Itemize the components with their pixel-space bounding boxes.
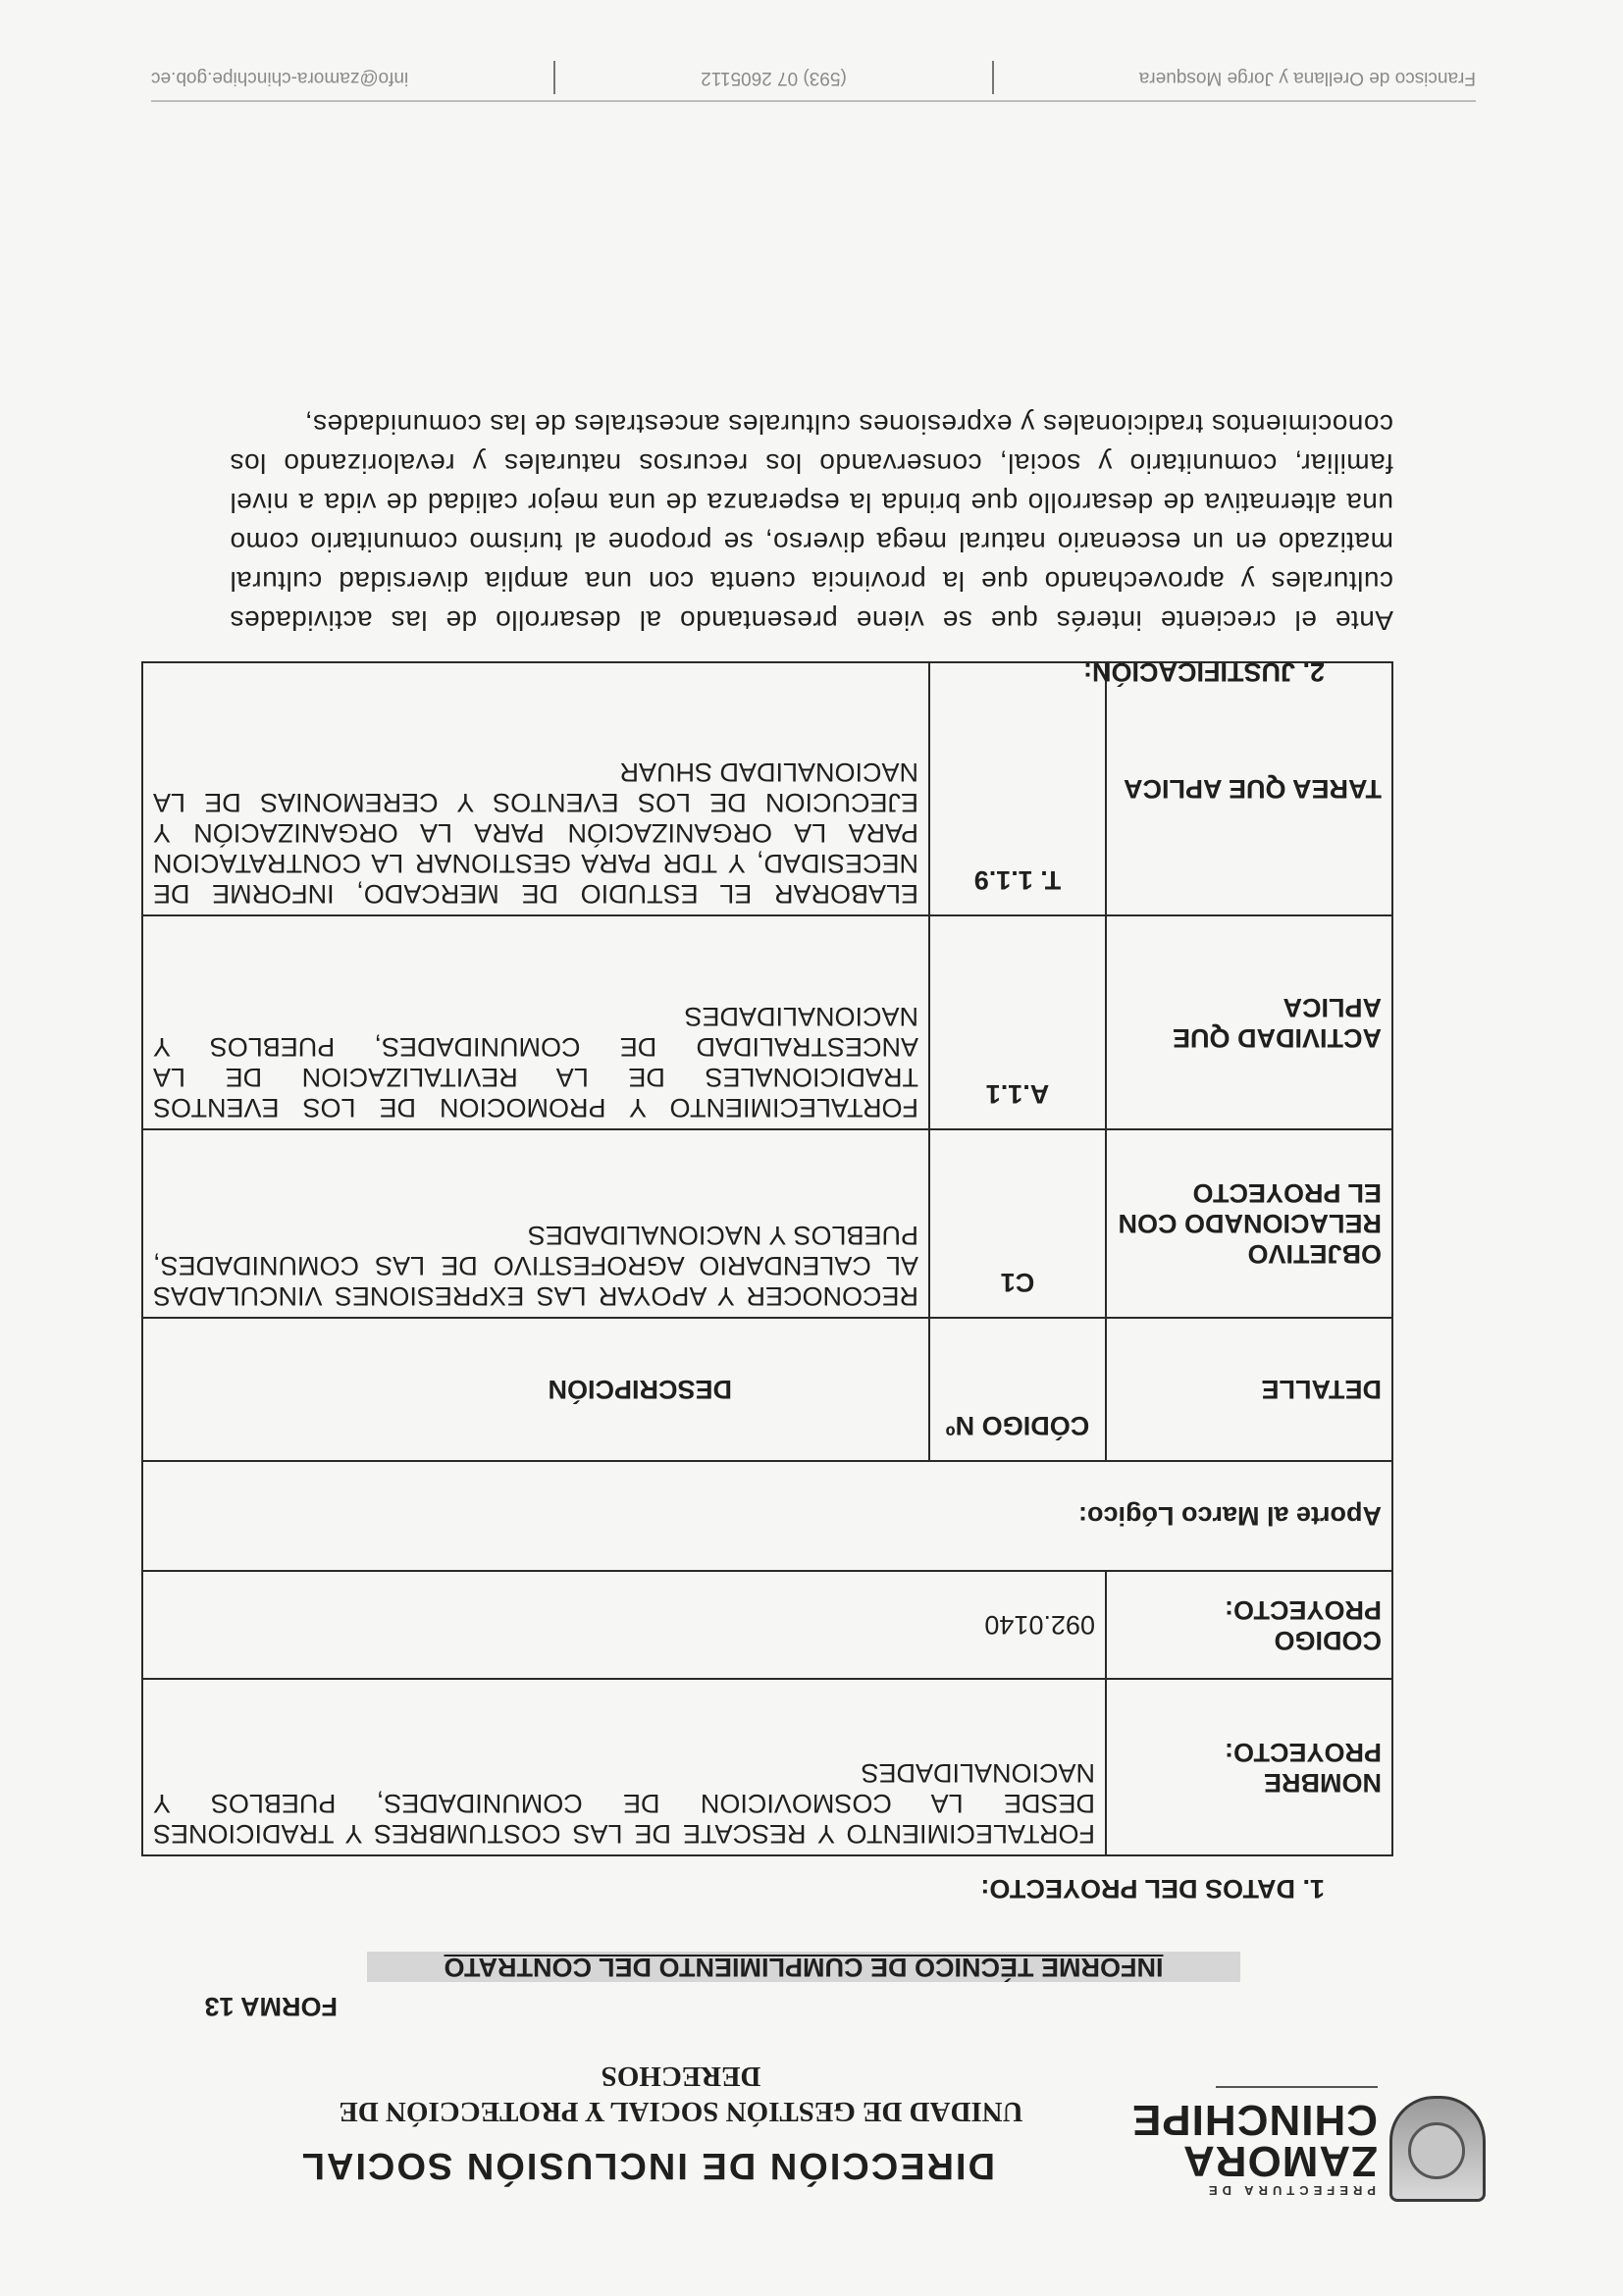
table-row: [142, 662, 1392, 915]
aporte-label: Aporte al Marco Lógico:: [142, 1461, 1392, 1571]
footer-phone: (593) 07 2605112: [701, 68, 847, 88]
descripcion-header: DESCRIPCIÓN: [142, 1318, 929, 1461]
tarea-desc: ELABORAR EL ESTUDIO DE MERCADO, INFORME DE NECESIDAD, Y TDR PARA GESTIONAR LA CONTRATACION PARA LA ORGANIZACIÓN PARA LA ORGANIZACIÓN Y EJECUCION DE LOS EVENTOS Y CEREMONIAS DE LA NACIONALIDAD SHUAR: [142, 662, 929, 915]
prefectura-label: PREFECTURA DE: [1203, 2183, 1376, 2198]
section-1-heading: 1. DATOS DEL PROYECTO:: [980, 1874, 1325, 1904]
tarea-label: TAREA QUE APLICA: [1106, 662, 1392, 915]
tarea-code: T. 1.1.9: [929, 662, 1106, 915]
codigo-value: 092.0140: [142, 1571, 1106, 1679]
footer-email: info@zamora-chinchipe.gob.ec: [151, 68, 409, 88]
logo-chinchipe-text: CHINCHIPE: [1130, 2096, 1378, 2144]
actividad-label: ACTIVIDAD QUE APLICA: [1106, 915, 1392, 1129]
project-data-table: [141, 661, 1393, 1856]
header-divider: [1216, 2086, 1378, 2088]
footer-separator: [992, 61, 994, 94]
table-row: [142, 1571, 1392, 1679]
table-row: [142, 1679, 1392, 1855]
codigo-no-header: CÓDIGO Nº: [929, 1318, 1106, 1461]
objetivo-desc: RECONOCER Y APOYAR LAS EXPRESIONES VINCULADAS AL CALENDARIO AGROFESTIVO DE LAS COMUNIDADES, PUEBLOS Y NACIONALIDADES: [142, 1129, 929, 1318]
form-number: FORMA 13: [204, 1992, 338, 2021]
codigo-label: CODIGO PROYECTO:: [1106, 1571, 1392, 1679]
objetivo-label: OBJETIVO RELACIONADO CON EL PROYECTO: [1106, 1129, 1392, 1318]
table-row: [142, 915, 1392, 1129]
logo-zamora-text: ZAMORA: [1181, 2137, 1378, 2185]
unit-title: UNIDAD DE GESTIÓN SOCIAL Y PROTECCIÓN DE DERECHOS: [339, 2061, 1023, 2127]
table-row: [142, 1318, 1392, 1461]
detalle-header: DETALLE: [1106, 1318, 1392, 1461]
footer-address: Francisco de Orellana y Jorge Mosquera: [1138, 68, 1476, 88]
objetivo-code: C1: [929, 1129, 1106, 1318]
table-row: [142, 1129, 1392, 1318]
table-row: [142, 1461, 1392, 1571]
actividad-code: A.1.1: [929, 915, 1106, 1129]
section-2-heading: 2. JUSTIFICACIÓN:: [1082, 657, 1325, 687]
footer-divider: [151, 100, 1476, 102]
justification-paragraph: Ante el creciente interés que se viene presentando al desarrollo de las actividades culturales y aprovechando que la provincia cuenta con una amplia diversidad cultural matizado en un escenario natural mega diverso, se propone al turismo comunitario como una alternativa de desarrollo que brinda la esperanza de una mejor calidad de vida a nivel familiar, comunitario y social, conservando los recursos naturales y revalorizando los conocimientos tradicionales y expresiones culturales ancestrales de las comunidades,: [230, 409, 1393, 636]
footer-separator: [553, 61, 555, 94]
footer: [151, 61, 1476, 88]
actividad-desc: FORTALECIMIENTO Y PROMOCION DE LOS EVENTOS TRADICIONALES DE LA REVITALIZACION DE LA ANCESTRALIDAD DE COMUNIDADES, PUEBLOS Y NACIONALIDADES: [142, 915, 929, 1129]
report-title: INFORME TÉCNICO DE CUMPLIMIENTO DEL CONTRATO: [367, 1952, 1240, 1982]
department-title: DIRECCIÓN DE INCLUSIÓN SOCIAL: [299, 2145, 995, 2186]
nombre-value: FORTALECIMIENTO Y RESCATE DE LAS COSTUMBRES Y TRADICIONES DESDE LA COSMOVICION DE COMUNIDADES, PUEBLOS Y NACIONALIDADES: [142, 1679, 1106, 1855]
nombre-label: NOMBRE PROYECTO:: [1106, 1679, 1392, 1855]
prefecture-shield-icon: [1389, 2096, 1486, 2202]
